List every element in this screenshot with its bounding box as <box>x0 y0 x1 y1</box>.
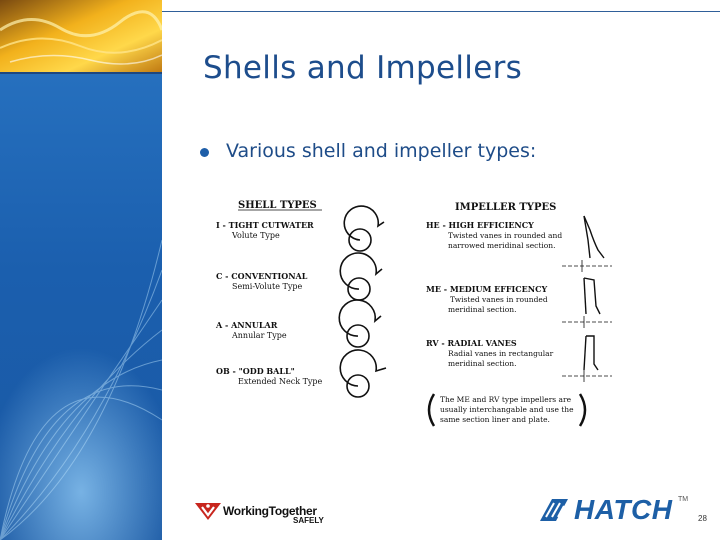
interchangeable-note <box>429 394 585 426</box>
radial-vanes-impeller-icon <box>562 336 612 382</box>
shell-row <box>215 320 287 340</box>
note-line: same section liner and plate. <box>440 415 550 424</box>
semi-volute-shell-icon <box>340 253 382 300</box>
impeller-row <box>426 284 548 314</box>
impeller-row <box>426 220 562 250</box>
note-line: usually interchangable and use the <box>440 405 574 414</box>
impeller-row <box>426 338 554 368</box>
shell-desc: Annular Type <box>232 331 287 340</box>
safely-text: SAFELY <box>293 516 324 525</box>
impeller-code: RV - RADIAL VANES <box>426 338 517 348</box>
trademark: TM <box>678 496 689 503</box>
medium-efficiency-impeller-icon <box>562 278 612 328</box>
shell-types-header: SHELL TYPES <box>238 200 317 211</box>
extended-neck-shell-icon <box>340 350 386 397</box>
annular-shell-icon <box>339 300 381 347</box>
shell-impeller-diagram <box>200 188 620 436</box>
bullet-dot-icon <box>200 148 209 157</box>
shell-row <box>216 366 323 386</box>
impeller-types-header: IMPELLER TYPES <box>455 202 557 213</box>
impeller-desc: Twisted vanes in rounded and <box>448 231 563 240</box>
shell-code: C - CONVENTIONAL <box>216 271 308 281</box>
shell-row <box>216 220 314 240</box>
impeller-desc: meridinal section. <box>448 359 517 368</box>
slide-title: Shells and Impellers <box>203 50 523 86</box>
bullet-text: Various shell and impeller types: <box>226 140 537 162</box>
shell-desc: Volute Type <box>232 231 280 240</box>
impeller-desc: Twisted vanes in rounded <box>450 295 548 304</box>
shell-code: I - TIGHT CUTWATER <box>216 220 314 230</box>
impeller-desc: meridinal section. <box>448 305 517 314</box>
note-line: The ME and RV type impellers are <box>440 395 572 404</box>
impeller-drawings <box>562 216 612 382</box>
bullet-item <box>200 140 536 162</box>
hatch-logo-icon <box>538 497 570 523</box>
shell-desc: Extended Neck Type <box>238 377 323 386</box>
impeller-desc: narrowed meridinal section. <box>448 241 556 250</box>
shell-code: A - ANNULAR <box>216 320 278 330</box>
shell-row <box>216 271 308 291</box>
impeller-code: ME - MEDIUM EFFICENCY <box>426 284 548 294</box>
page-number: 28 <box>698 514 707 523</box>
hatch-wordmark: HATCH <box>574 494 673 525</box>
high-efficiency-impeller-icon <box>562 216 612 272</box>
working-together-logo-icon <box>193 500 223 522</box>
impeller-code: HE - HIGH EFFICIENCY <box>426 220 534 230</box>
sidebar-flame-background <box>0 0 162 540</box>
hatch-logo <box>538 494 672 526</box>
working-together-text: WorkingTogether <box>223 504 317 518</box>
shell-desc: Semi-Volute Type <box>232 282 303 291</box>
shell-drawings <box>339 206 386 397</box>
working-together-logo <box>193 500 324 525</box>
volute-shell-icon <box>344 206 384 251</box>
impeller-desc: Radial vanes in rectangular <box>448 349 554 358</box>
top-rule <box>162 11 720 12</box>
shell-code: OB - "ODD BALL" <box>216 366 295 376</box>
